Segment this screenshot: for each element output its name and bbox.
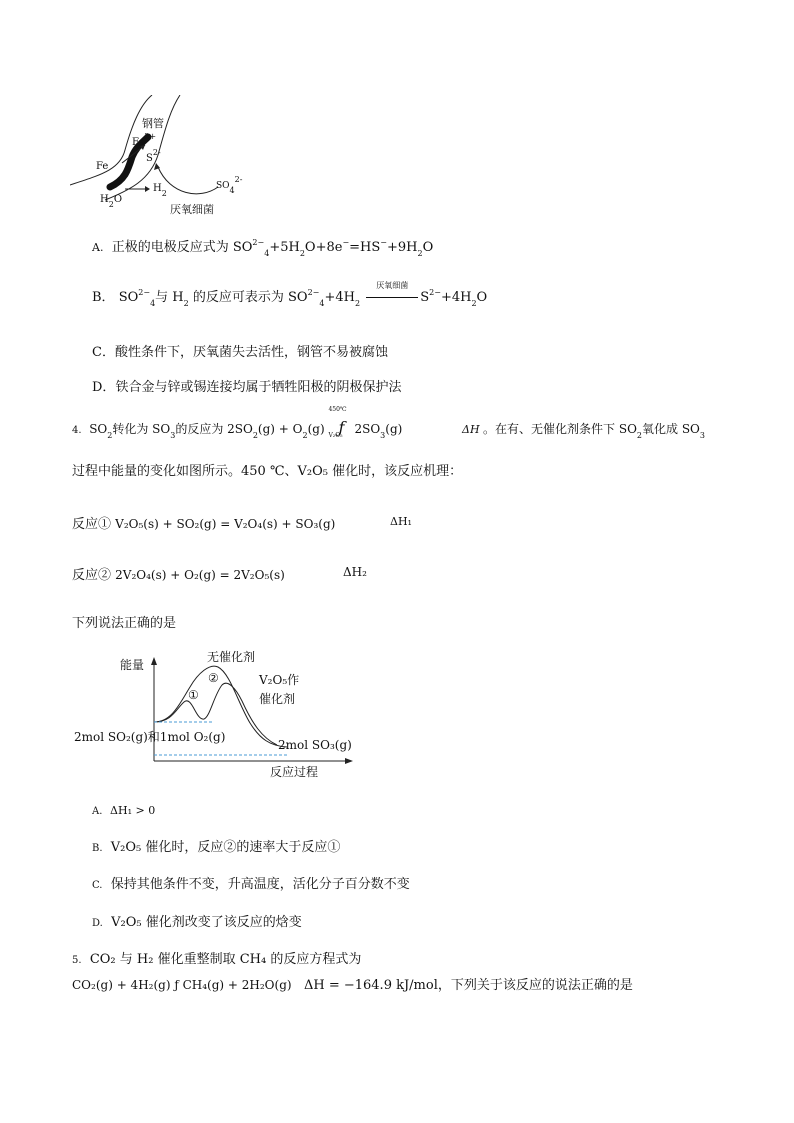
h2o-label: $H_2O$ (100, 194, 123, 209)
q4-option-b: B. V₂O₅ 催化时，反应②的速率大于反应① (92, 840, 341, 855)
energy-diagram (72, 643, 362, 783)
reactants-label: 2mol SO₂(g)和1mol O₂(g) (74, 730, 226, 744)
step-1-marker: ① (188, 688, 199, 702)
reaction-2: 反应② 2V₂O₄(s) + O₂(g) = 2V₂O₅(s) (72, 568, 285, 583)
q3-option-a: A. 正极的电极反应式为 $SO^{2-}_4+5H_2O+8e^-=HS^-+9H_2O$ (92, 238, 434, 258)
q4-line2: 过程中能量的变化如图所示。450 ℃、V₂O₅ 催化时，该反应机理： (72, 464, 463, 479)
catalyst-label-1: V₂O₅作 (259, 673, 300, 687)
q4-option-c: C. 保持其他条件不变，升高温度，活化分子百分数不变 (92, 877, 410, 892)
catalyst-label-2: 催化剂 (259, 692, 296, 706)
q3-option-c: C．酸性条件下，厌氧菌失去活性，钢管不易被腐蚀 (92, 345, 388, 360)
step-2-marker: ② (208, 671, 219, 685)
q3-option-b: B． $SO^{2-}_4$与 $H_2$ 的反应可表示为 $SO^{2-}_4+4H_2$ 厌氧细菌 $S^{2-}+4H_2O$ (92, 281, 488, 308)
products-label: 2mol SO₃(g) (278, 738, 352, 752)
q4-stem-right: ΔH 。在有、无催化剂条件下 $SO_2$氧化成 $SO_3$ (462, 422, 705, 440)
reaction-1-dh: ΔH₁ (390, 515, 412, 528)
q4-stem: 4. $SO_2$转化为 $SO_3$的反应为 $2SO_2(g) + O_2(g)$ 450℃ ƒ V₂O₅ $2SO_3(g)$ (72, 406, 403, 440)
bacteria-label: 厌氧细菌 (170, 203, 214, 216)
fe2-label: $Fe^{2+}$ (132, 132, 157, 148)
q4-question: 下列说法正确的是 (72, 616, 177, 631)
fe-label: Fe (96, 161, 109, 172)
reaction-arrow-label: 厌氧细菌 (376, 281, 409, 290)
reaction-1: 反应① V₂O₅(s) + SO₂(g) = V₂O₄(s) + SO₃(g) (72, 517, 336, 532)
h2-label: $H_2$ (153, 183, 167, 198)
reaction-arrow (366, 297, 418, 298)
so4-label: SO42- (216, 175, 243, 195)
q3-option-d: D．铁合金与锌或锡连接均属于牺牲阳极的阴极保护法 (92, 380, 402, 395)
reaction-path-axis-label: 反应过程 (270, 765, 319, 779)
q4-option-d: D. V₂O₅ 催化剂改变了该反应的焓变 (92, 915, 302, 930)
q5-stem-line1: 5. CO₂ 与 H₂ 催化重整制取 CH₄ 的反应方程式为 (72, 952, 362, 967)
s2-label: $S^{2-}$ (146, 148, 161, 164)
equilibrium-symbol: ƒ (338, 418, 345, 437)
q5-stem-line2: CO₂(g) + 4H₂(g) ƒ CH₄(g) + 2H₂O(g) ΔH = −164.9 kJ/mol，下列关于该反应的说法正确的是 (72, 978, 633, 993)
q4-option-a: A. ΔH₁ > 0 (92, 804, 156, 817)
corrosion-figure (70, 95, 250, 215)
reaction-2-dh: ΔH₂ (343, 565, 367, 579)
energy-axis-label: 能量 (120, 658, 145, 672)
steel-pipe-label: 钢管 (142, 117, 164, 130)
no-catalyst-label: 无催化剂 (207, 650, 256, 664)
